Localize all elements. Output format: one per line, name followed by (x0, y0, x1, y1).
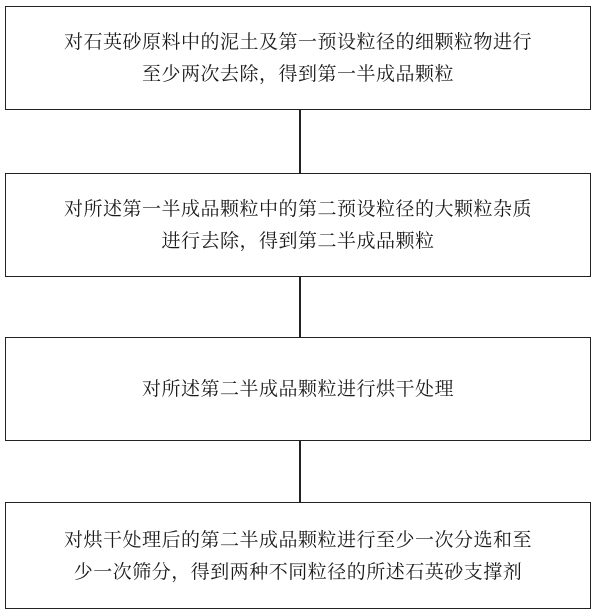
step-1-text (54, 26, 542, 90)
step-2-line-1: 对所述第一半成品颗粒中的第二预设粒径的大颗粒杂质 (63, 198, 532, 220)
step-1-line-2: 至少两次去除，得到第一半成品颗粒 (141, 63, 454, 85)
step-4-line-2: 少一次筛分，得到两种不同粒径的所述石英砂支撑剂 (73, 560, 523, 583)
step-3-box (5, 337, 591, 441)
step-1-line-1: 对石英砂原料中的泥土及第一预设粒径的细颗粒物进行 (63, 31, 532, 53)
step-4-box (5, 502, 591, 609)
connector-2-3 (299, 277, 301, 337)
step-3-line-1: 对所述第二半成品颗粒进行烘干处理 (141, 378, 454, 400)
connector-3-4 (299, 441, 301, 502)
step-2-box (5, 173, 591, 277)
step-4-line-1: 对烘干处理后的第二半成品颗粒进行至少一次分选和至 (63, 528, 532, 551)
step-2-line-2: 进行去除，得到第二半成品颗粒 (161, 230, 435, 252)
step-2-text (54, 193, 542, 257)
step-4-text (54, 524, 542, 588)
connector-1-2 (299, 110, 301, 173)
step-3-text (132, 373, 464, 405)
step-1-box (5, 6, 591, 110)
